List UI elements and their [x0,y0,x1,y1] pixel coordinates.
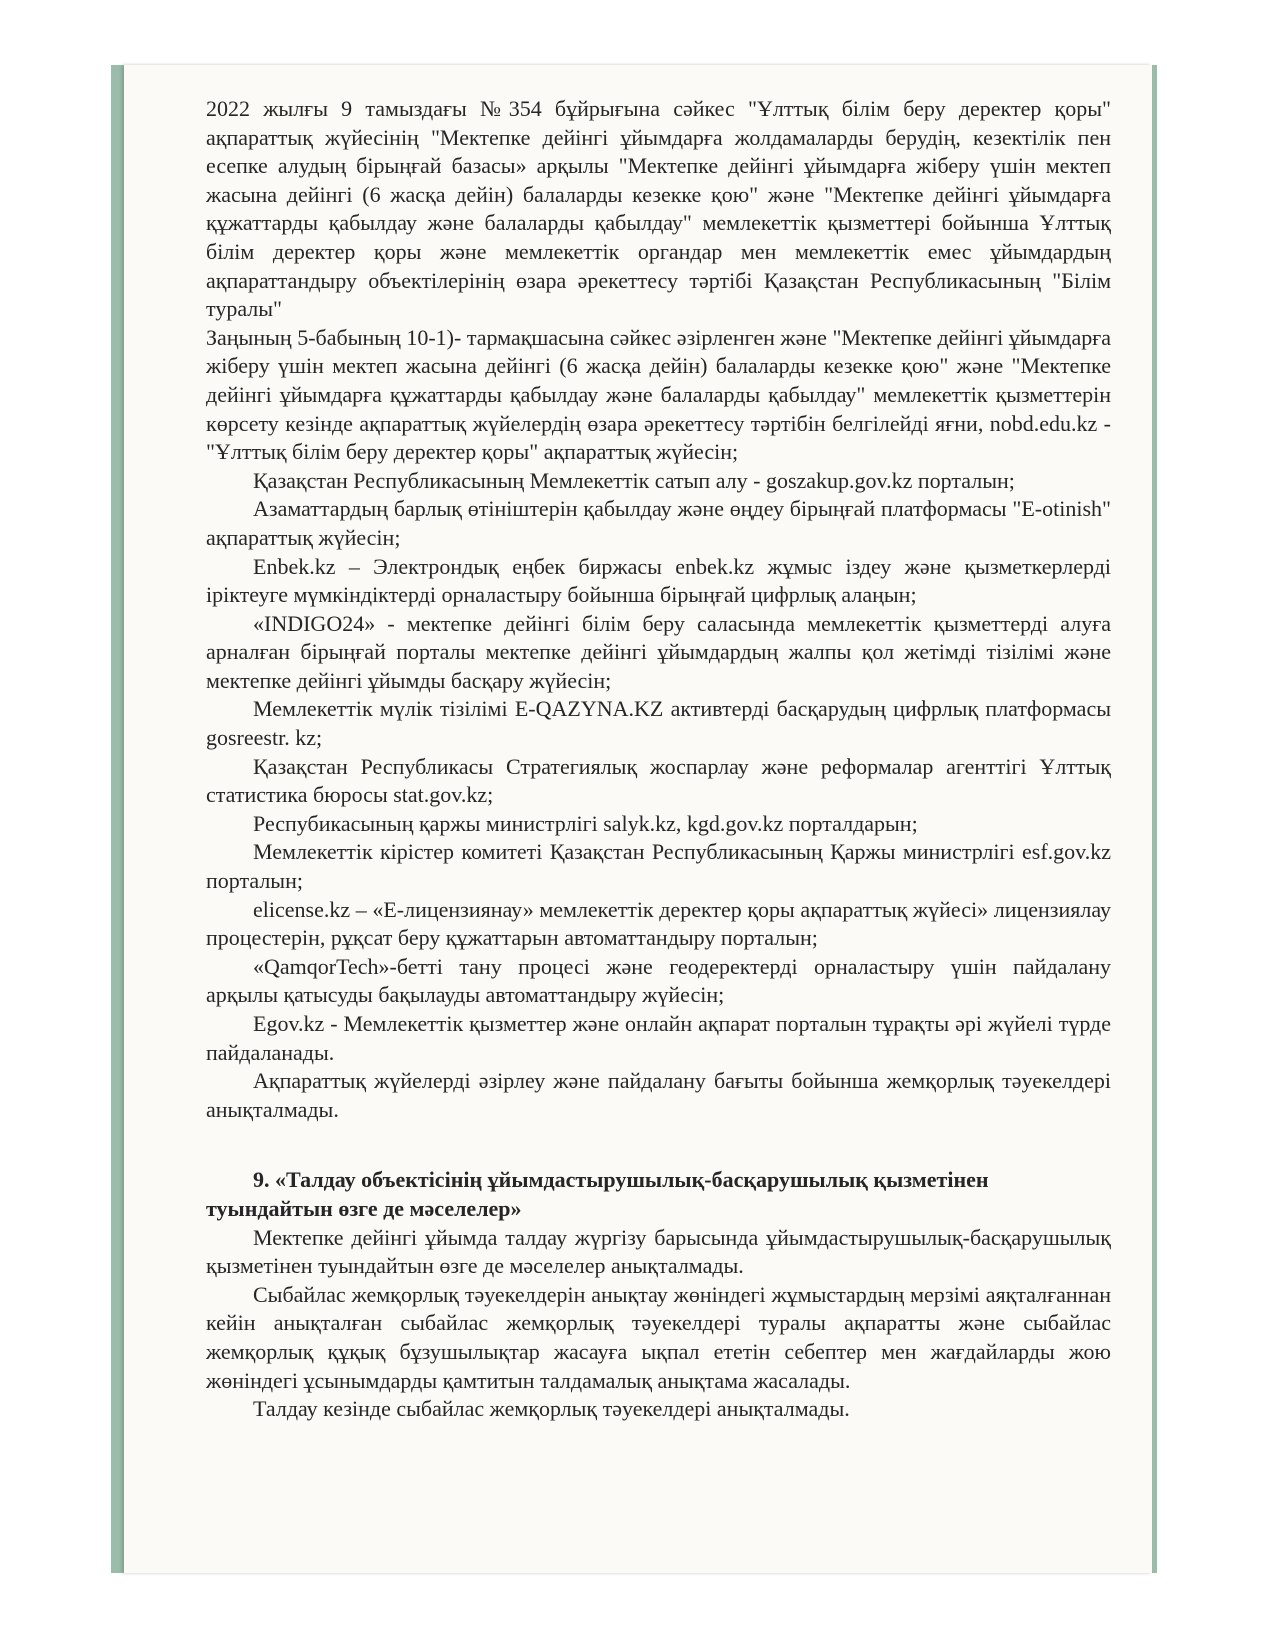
paragraph-stat: Қазақстан Республикасы Стратегиялық жоспарлау және реформалар агенттігі Ұлттық статистика бюросы stat.gov.kz; [206,753,1111,808]
paragraph-esf: Мемлекеттік кірістер комитеті Қазақстан Республикасының Қаржы министрлігі esf.gov.kz порталын; [206,839,1111,894]
paragraph-qamqortech: «QamqorTech»-бетті тану процесі және геодеректерді орналастыру үшін пайдалану арқылы қатысуды бақылауды автоматтандыру жүйесін; [206,953,1111,1008]
paragraph-risks-info-systems: Ақпараттық жүйелерді әзірлеу және пайдалану бағыты бойынша жемқорлық тәуекелдері анықталмады. [206,1068,1111,1122]
section-heading: 9. «Талдау объектісінің ұйымдастырушылық-басқарушылық қызметінен туындайтын өзге де мәселелер» [206,1167,989,1221]
paragraph-law-reference: Заңының 5-бабының 10-1)- тармақшасына сәйкес әзірленген және "Мектепке дейінгі ұйымдарға жіберу үшін мектеп жасына дейінгі (6 жасқа дейін) балаларды кезекке қою" және "Мектепке дейінгі ұйымдарға құжаттарды қабылдау және балаларды қабылдау" мемлекеттік қызметтерін көрсету кезінде ақпараттық жүйелердің өзара әрекеттесу тәртібін белгілейді яғни, nobd.edu.kz - "Ұлттық білім беру деректер қоры" ақпараттық жүйесін; [206,324,1111,465]
paragraph-goszakup: Қазақстан Республикасының Мемлекеттік сатып алу - goszakup.gov.kz порталын; [253,467,1015,493]
paragraph-enbek: Enbek.kz – Электрондық еңбек биржасы enbek.kz жұмыс іздеу және қызметкерлерді іріктеуге мүмкіндіктерді орналастыру бойынша бірыңғай цифрлық алаңын; [206,553,1111,608]
paragraph-e-otinish: Азаматтардың барлық өтініштерін қабылдау және өңдеу бірыңғай платформасы "E-otinish" ақпараттық жүйесін; [206,496,1111,550]
paragraph-salyk: Респубикасының қаржы министрлігі salyk.kz, kgd.gov.kz порталдарын; [253,810,918,836]
paragraph-elicense: elicense.kz – «Е-лицензиянау» мемлекеттік деректер қоры ақпараттық жүйесі» лицензиялау процестерін, рұқсат беру құжаттарын автоматтандыру порталын; [206,896,1111,951]
section-spacer [206,1124,1111,1166]
paragraph-analytical-report: Сыбайлас жемқорлық тәуекелдерін анықтау жөніндегі жұмыстардың мерзімі аяқталғаннан кейін анықталған сыбайлас жемқорлық тәуекелдері туралы ақпаратты және сыбайлас жемқорлық құқық бұзушылықтар жасауға ықпал ететін себептер мен жағдайларды жою жөніндегі ұсынымдарды қамтитын талдамалық анықтама жасалады. [206,1281,1111,1393]
paragraph-egov: Egov.kz - Мемлекеттік қызметтер және онлайн ақпарат порталын тұрақты әрі жүйелі түрде пайдаланады. [206,1011,1111,1065]
paragraph-no-issues: Мектепке дейінгі ұйымда талдау жүргізу барысында ұйымдастырушылық-басқарушылық қызметінен туындайтын өзге де мәселелер анықталмады. [206,1224,1111,1279]
document-page [124,65,1152,1573]
paragraph-indigo24: «INDIGO24» - мектепке дейінгі білім беру саласында мемлекеттік қызметтерді алуға арналған бірыңғай порталы мектепке дейінгі ұйымдардың жалпы қол жетімді тізілімі және мектепке дейінгі ұйымды басқару жүйесін; [206,610,1111,693]
document-body [206,95,1111,1424]
paragraph-intro: 2022 жылғы 9 тамыздағы №354 бұйрығына сәйкес "Ұлттық білім беру деректер қоры" ақпараттық жүйесінің "Мектепке дейінгі ұйымдарға жолдамаларды берудің, кезектілік пен есепке алудың бірыңғай базасы» арқылы "Мектепке дейінгі ұйымдарға жіберу үшін мектеп жасына дейінгі (6 жасқа дейін) балаларды кезекке қою" және "Мектепке дейінгі ұйымдарға құжаттарды қабылдау және балаларды қабылдау" мемлекеттік қызметтері бойынша Ұлттық білім деректер қоры және мемлекеттік органдар мен мемлекеттік емес ұйымдардың ақпараттандыру объектілерінің өзара әрекеттесу тәртібі Қазақстан Республикасының "Білім туралы" [206,96,1111,322]
paragraph-conclusion: Талдау кезінде сыбайлас жемқорлық тәуекелдері анықталмады. [253,1396,850,1422]
paragraph-e-qazyna: Мемлекеттік мүлік тізілімі E-QAZYNA.KZ активтерді басқарудың цифрлық платформасы gosreestr. kz; [206,696,1111,751]
